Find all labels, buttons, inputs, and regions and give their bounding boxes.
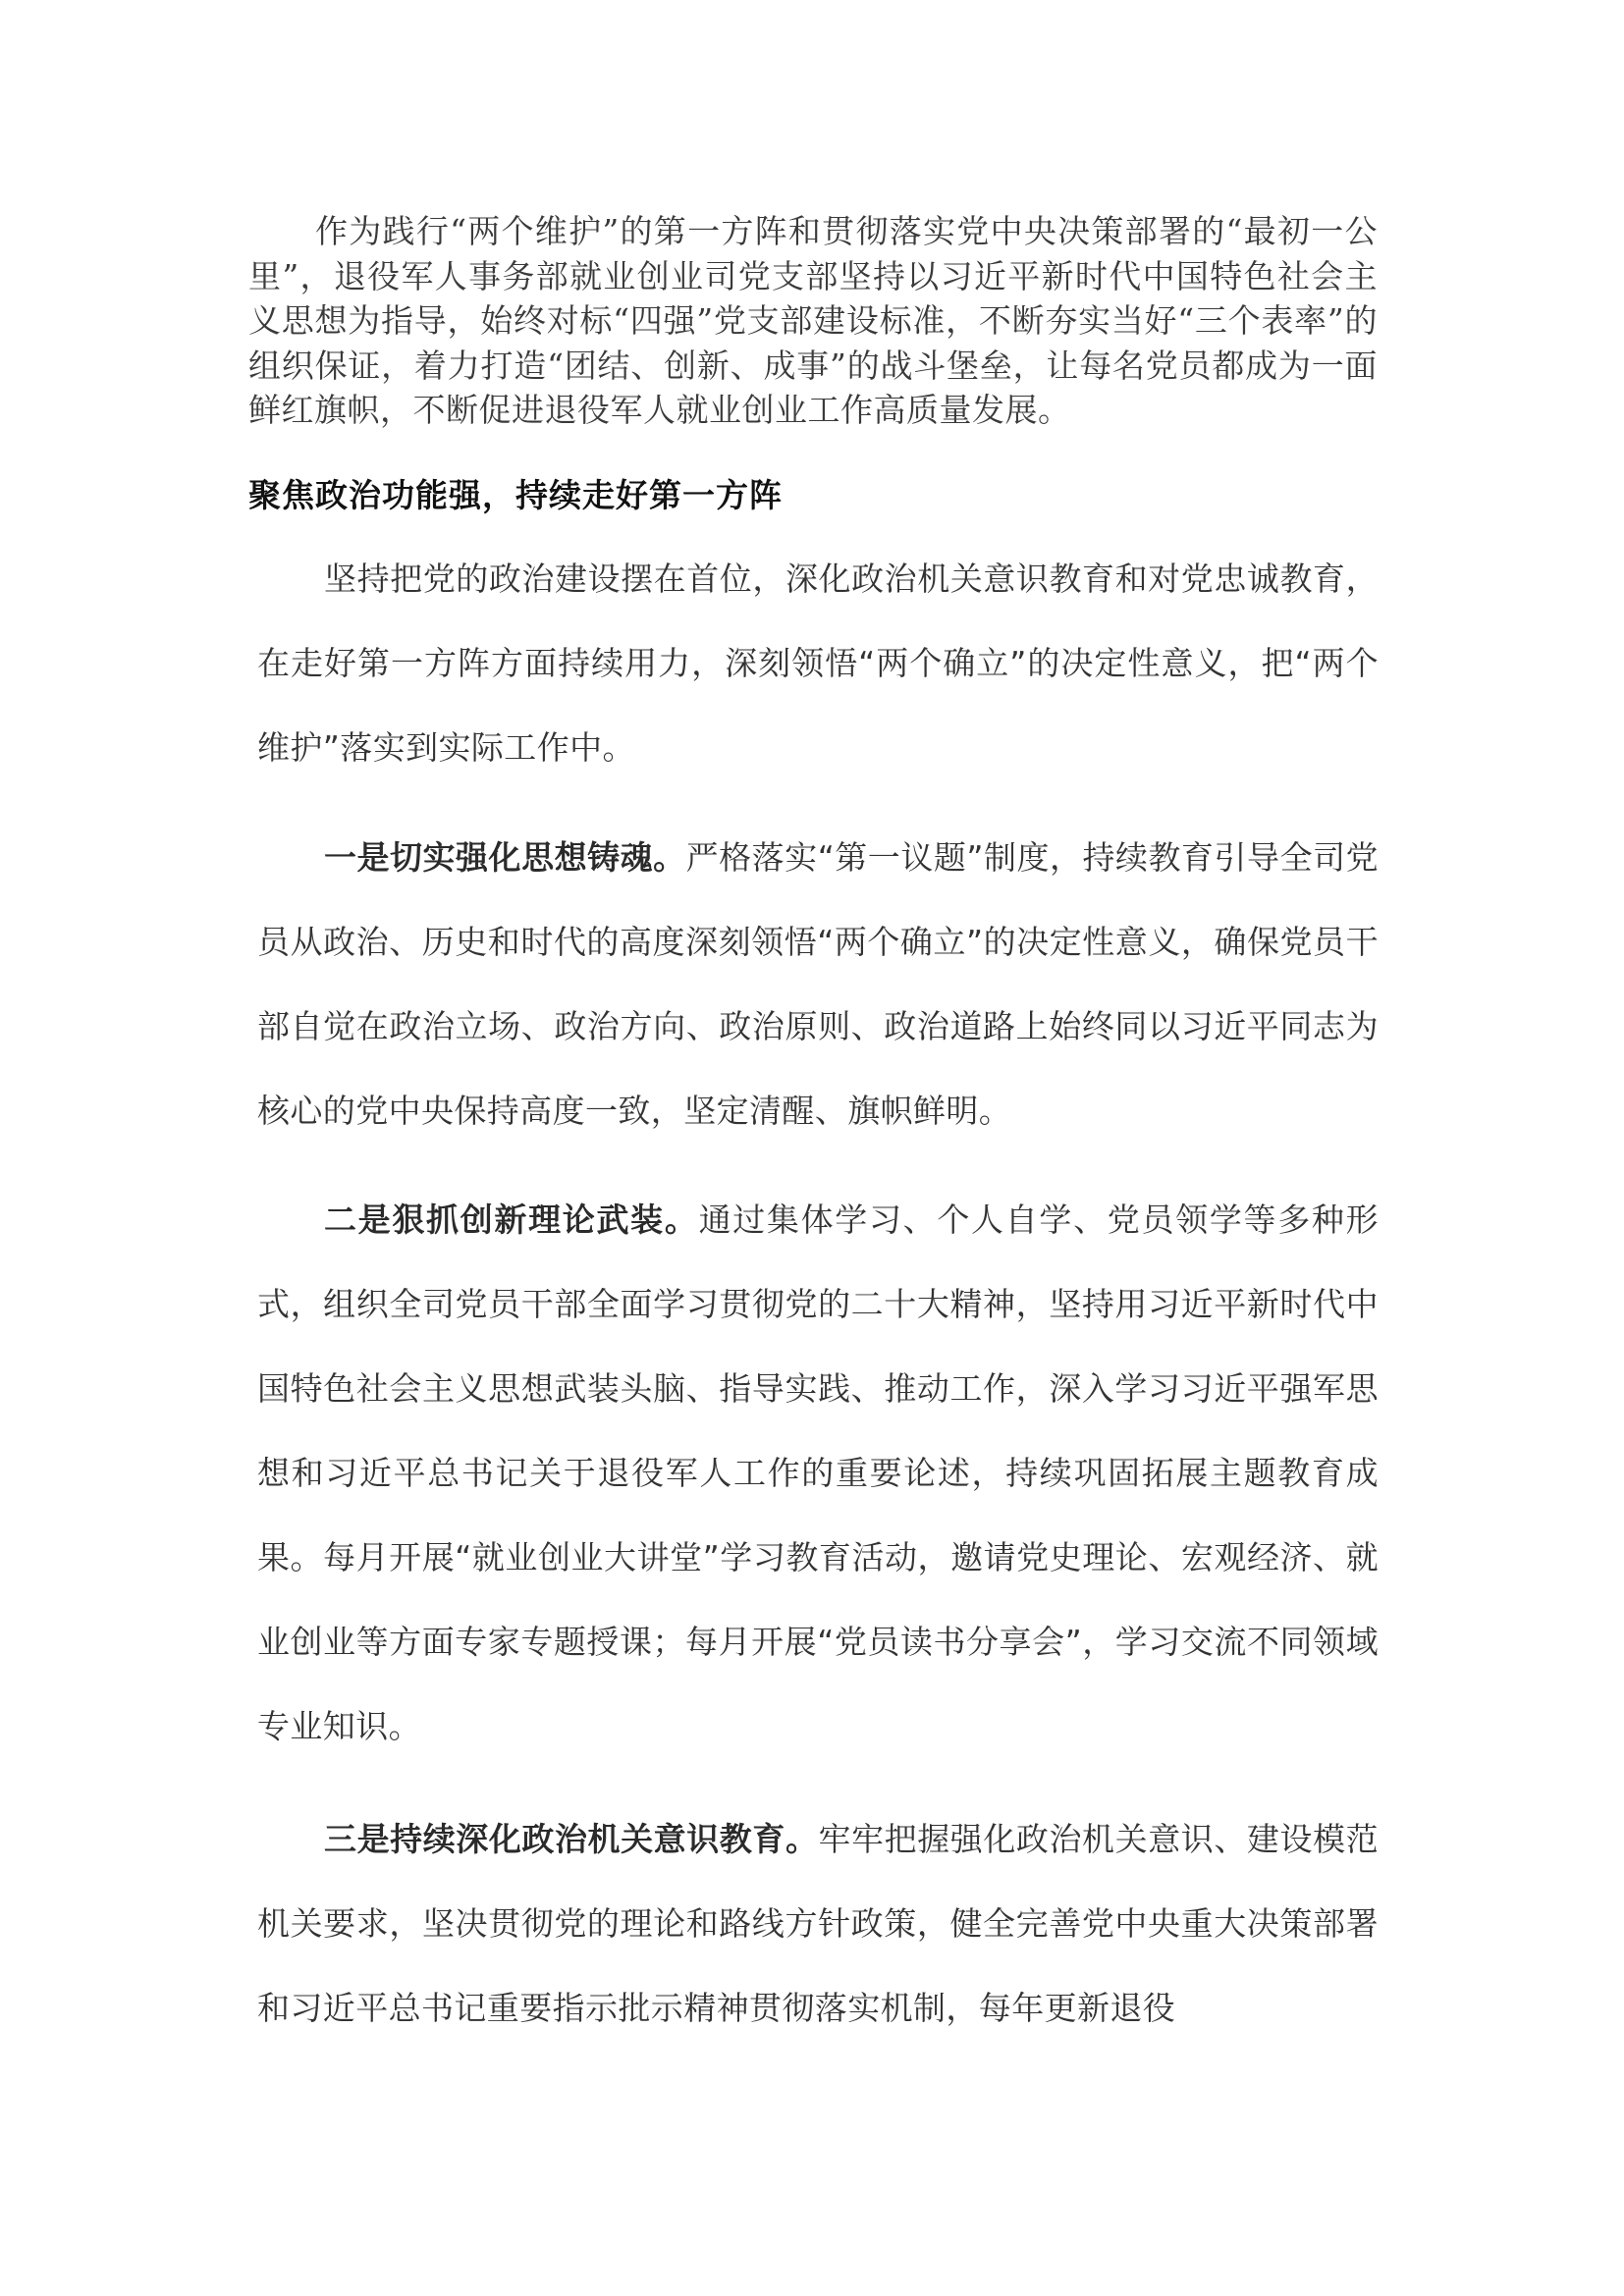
paragraph-3-lead: 二是狠抓创新理论武装。 bbox=[324, 1201, 699, 1239]
paragraph-2-lead: 一是切实强化思想铸魂。 bbox=[324, 838, 686, 877]
body-paragraph-4 bbox=[257, 1797, 1379, 2051]
body-paragraph-2 bbox=[257, 816, 1379, 1153]
section-heading: 聚焦政治功能强，持续走好第一方阵 bbox=[248, 476, 783, 514]
paragraph-3-text: 通过集体学习、个人自学、党员领学等多种形式，组织全司党员干部全面学习贯彻党的二十大精神，坚持用习近平新时代中国特色社会主义思想武装头脑、指导实践、推动工作，深入学习习近平强军思想和习近平总书记关于退役军人工作的重要论述，持续巩固拓展主题教育成果。每月开展“就业创业大讲堂”学习教育活动，邀请党史理论、宏观经济、就业创业等方面专家专题授课；每月开展“党员读书分享会”，学习交流不同领域专业知识。 bbox=[257, 1201, 1380, 1745]
paragraph-2-text: 严格落实“第一议题”制度，持续教育引导全司党员从政治、历史和时代的高度深刻领悟“两个确立”的决定性意义，确保党员干部自觉在政治立场、政治方向、政治原则、政治道路上始终同以习近平同志为核心的党中央保持高度一致，坚定清醒、旗帜鲜明。 bbox=[257, 838, 1379, 1130]
body-paragraph-3 bbox=[257, 1178, 1379, 1769]
intro-paragraph: 作为践行“两个维护”的第一方阵和贯彻落实党中央决策部署的“最初一公里”，退役军人事务部就业创业司党支部坚持以习近平新时代中国特色社会主义思想为指导，始终对标“四强”党支部建设标准，不断夯实当好“三个表率”的组织保证，着力打造“团结、创新、成事”的战斗堡垒，让每名党员都成为一面鲜红旗帜，不断促进退役军人就业创业工作高质量发展。 bbox=[248, 212, 1378, 429]
paragraph-1-text: 坚持把党的政治建设摆在首位，深化政治机关意识教育和对党忠诚教育，在走好第一方阵方面持续用力，深刻领悟“两个确立”的决定性意义，把“两个维护”落实到实际工作中。 bbox=[257, 560, 1379, 767]
body-paragraph-1 bbox=[257, 537, 1379, 790]
paragraph-4-lead: 三是持续深化政治机关意识教育。 bbox=[324, 1820, 819, 1858]
paragraph-4-text: 牢牢把握强化政治机关意识、建设模范机关要求，坚决贯彻党的理论和路线方针政策，健全完善党中央重大决策部署和习近平总书记重要指示批示精神贯彻落实机制，每年更新退役 bbox=[257, 1820, 1379, 2027]
